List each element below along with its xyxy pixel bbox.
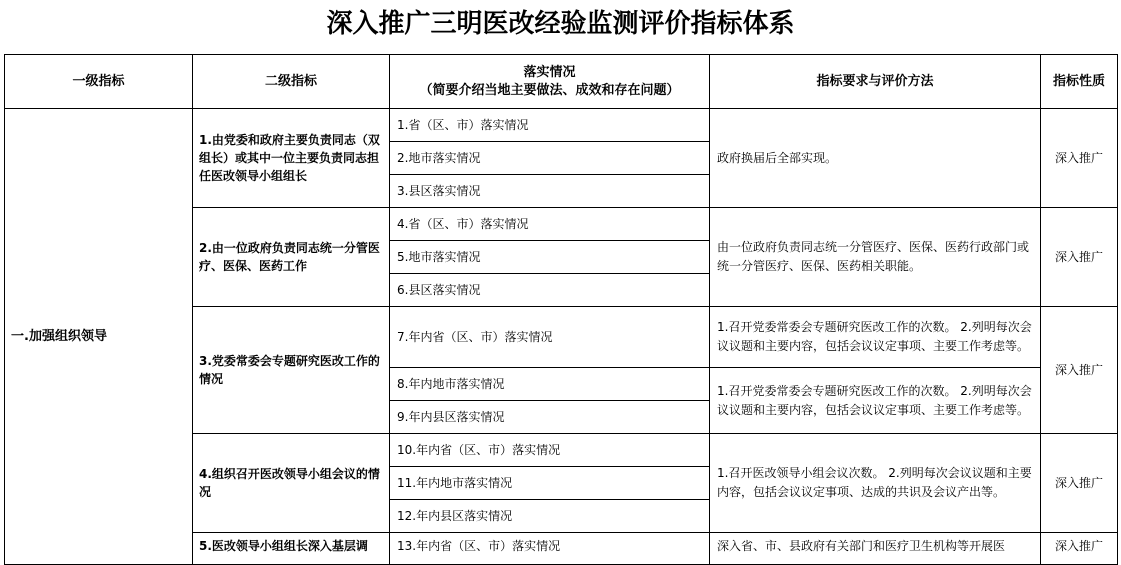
level2-cell: 2.由一位政府负责同志统一分管医疗、医保、医药工作 — [193, 208, 390, 307]
requirement-cell: 深入省、市、县政府有关部门和医疗卫生机构等开展医 — [710, 533, 1041, 565]
level2-cell: 5.医改领导小组组长深入基层调 — [193, 533, 390, 565]
implementation-cell: 5.地市落实情况 — [390, 241, 710, 274]
implementation-cell: 11.年内地市落实情况 — [390, 467, 710, 500]
nature-cell: 深入推广 — [1041, 208, 1118, 307]
implementation-cell: 9.年内县区落实情况 — [390, 401, 710, 434]
header-row — [5, 55, 1118, 109]
implementation-cell: 8.年内地市落实情况 — [390, 368, 710, 401]
implementation-cell: 7.年内省（区、市）落实情况 — [390, 307, 710, 368]
requirement-cell: 政府换届后全部实现。 — [710, 109, 1041, 208]
header-requirement: 指标要求与评价方法 — [710, 55, 1041, 109]
header-level1: 一级指标 — [5, 55, 193, 109]
implementation-cell: 4.省（区、市）落实情况 — [390, 208, 710, 241]
requirement-cell: 1.召开医改领导小组会议次数。 2.列明每次会议议题和主要内容，包括会议议定事项、达成的共识及会议产出等。 — [710, 434, 1041, 533]
nature-cell: 深入推广 — [1041, 434, 1118, 533]
implementation-cell: 6.县区落实情况 — [390, 274, 710, 307]
implementation-cell: 13.年内省（区、市）落实情况 — [390, 533, 710, 565]
indicator-table — [4, 54, 1118, 565]
table-row — [5, 109, 1118, 142]
requirement-cell: 由一位政府负责同志统一分管医疗、医保、医药行政部门或统一分管医疗、医保、医药相关职能。 — [710, 208, 1041, 307]
document-title: 深入推广三明医改经验监测评价指标体系 — [326, 9, 795, 39]
level2-cell: 3.党委常委会专题研究医改工作的情况 — [193, 307, 390, 434]
implementation-cell: 2.地市落实情况 — [390, 142, 710, 175]
header-implementation-note: （简要介绍当地主要做法、成效和存在问题） — [419, 82, 680, 98]
header-nature: 指标性质 — [1041, 55, 1118, 109]
implementation-cell: 1.省（区、市）落实情况 — [390, 109, 710, 142]
nature-cell: 深入推广 — [1041, 109, 1118, 208]
requirement-cell: 1.召开党委常委会专题研究医改工作的次数。 2.列明每次会议议题和主要内容，包括会议议定事项、主要工作考虑等。 — [710, 368, 1041, 434]
level2-cell: 4.组织召开医改领导小组会议的情况 — [193, 434, 390, 533]
level2-cell: 1.由党委和政府主要负责同志（双组长）或其中一位主要负责同志担任医改领导小组组长 — [193, 109, 390, 208]
implementation-cell: 10.年内省（区、市）落实情况 — [390, 434, 710, 467]
header-level2: 二级指标 — [193, 55, 390, 109]
header-implementation — [390, 55, 710, 109]
header-implementation-title: 落实情况 — [523, 64, 576, 80]
implementation-cell: 3.县区落实情况 — [390, 175, 710, 208]
nature-cell: 深入推广 — [1041, 307, 1118, 434]
implementation-cell: 12.年内县区落实情况 — [390, 500, 710, 533]
nature-cell: 深入推广 — [1041, 533, 1118, 565]
requirement-cell: 1.召开党委常委会专题研究医改工作的次数。 2.列明每次会议议题和主要内容，包括会议议定事项、主要工作考虑等。 — [710, 307, 1041, 368]
level1-cell: 一.加强组织领导 — [5, 109, 193, 565]
